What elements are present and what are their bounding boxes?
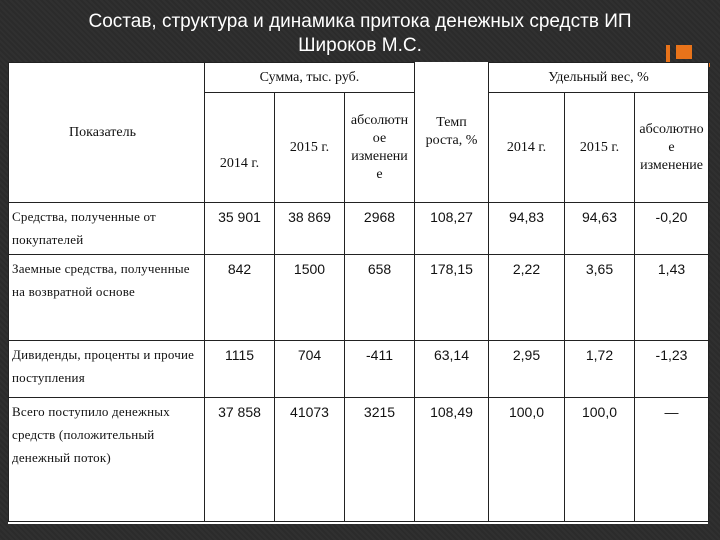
cell-share-2015: 94,63 [565,203,635,255]
growth-line-1: Темп [436,115,467,131]
cell-sum-2014: 842 [205,255,275,341]
accent-square [676,45,692,59]
cell-sum-2015: 41073 [275,398,345,522]
row-label: Заемные средства, полученные на возвратной основе [9,255,205,341]
header-share-group: Удельный вес, % [489,63,709,93]
cell-share-abs: -0,20 [635,203,709,255]
abs-change-line-1: абсолютн [350,112,409,128]
header-sum-group: Сумма, тыс. руб. [205,63,415,93]
table-row [9,255,709,341]
row-label: Средства, полученные от покупателей [9,203,205,255]
share-abs-line-1: абсолютно [639,121,704,137]
table-sheet [8,62,708,524]
abs-change-line-2: ое [372,130,387,146]
header-2014: 2014 г. [205,93,275,203]
cell-sum-2015: 704 [275,341,345,398]
cell-sum-2015: 38 869 [275,203,345,255]
abs-change-line-4: е [376,166,383,182]
header-2015: 2015 г. [275,93,345,203]
cell-growth: 108,49 [415,398,489,522]
table-row [9,398,709,522]
header-share-2014: 2014 г. [489,93,565,203]
cell-sum-2014: 35 901 [205,203,275,255]
cash-inflow-table [8,62,709,522]
table-row [9,341,709,398]
cell-sum-2014: 37 858 [205,398,275,522]
cell-share-2014: 2,22 [489,255,565,341]
cell-share-2015: 1,72 [565,341,635,398]
cell-share-2014: 2,95 [489,341,565,398]
header-indicator: Показатель [9,63,205,203]
slide-title [20,10,700,58]
cell-share-abs: — [635,398,709,522]
cell-share-2015: 100,0 [565,398,635,522]
cell-growth: 63,14 [415,341,489,398]
cell-growth: 108,27 [415,203,489,255]
cell-share-abs: -1,23 [635,341,709,398]
table-row [9,203,709,255]
header-share-2015: 2015 г. [565,93,635,203]
cell-share-2014: 94,83 [489,203,565,255]
cell-growth: 178,15 [415,255,489,341]
title-line-2: Широков М.С. [298,35,422,56]
row-label: Дивиденды, проценты и прочие поступления [9,341,205,398]
header-growth [415,63,489,203]
cell-abs-change: 2968 [345,203,415,255]
share-abs-line-3: изменение [640,157,703,173]
title-line-1: Состав, структура и динамика притока денежных средств ИП [88,11,632,32]
share-abs-line-2: е [668,139,675,155]
cell-share-abs: 1,43 [635,255,709,341]
abs-change-line-3: изменени [351,148,408,164]
cell-sum-2014: 1115 [205,341,275,398]
header-share-abs [635,93,709,203]
header-abs-change [345,93,415,203]
cell-sum-2015: 1500 [275,255,345,341]
cell-abs-change: 3215 [345,398,415,522]
cell-share-2015: 3,65 [565,255,635,341]
growth-line-2: роста, % [425,133,478,149]
cell-share-2014: 100,0 [489,398,565,522]
cell-abs-change: -411 [345,341,415,398]
cell-abs-change: 658 [345,255,415,341]
row-label: Всего поступило денежных средств (положительный денежный поток) [9,398,205,522]
